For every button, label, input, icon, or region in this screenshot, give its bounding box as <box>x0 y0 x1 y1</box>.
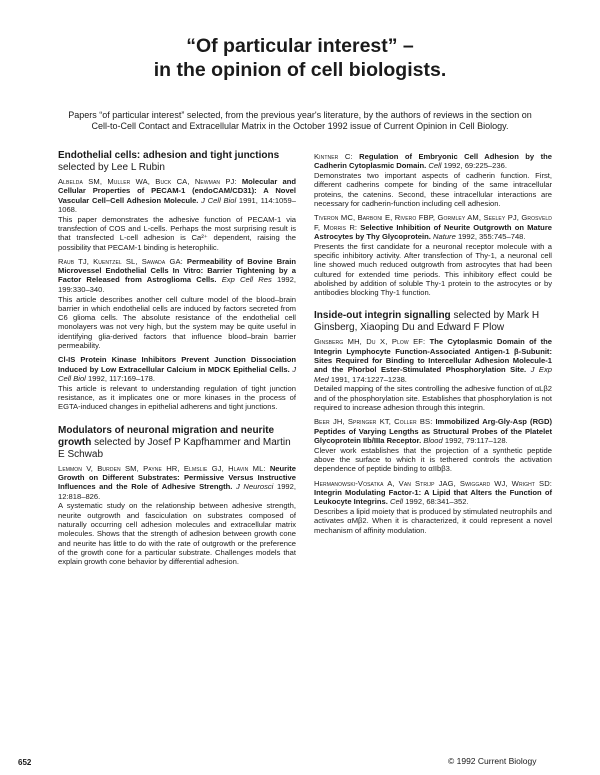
section-byline: selected by Josef P Kapfhammer and Martin E Schwab <box>58 436 291 460</box>
reference-title: Cl-IS Protein Kinase Inhibitors Prevent Junction Dissociation Induced by Low Extracellular Calcium in MDCK Epithelial Cells. <box>58 355 296 374</box>
reference-entry <box>314 152 552 208</box>
reference-title: Permeability of Bovine Brain Microvessel Endothelial Cells In Vitro: Barrier Tightening by a Factor Released from Astroglioma Cells. <box>58 256 296 285</box>
reference-authors: Tiveron MC, Barboni E, Rivero FBP, Gormley AM, Seeley PJ, Grosveld F, Morris R: <box>314 213 552 232</box>
reference-journal: J Cell Biol <box>58 364 296 383</box>
reference-authors: Albelda SM, Muller WA, Buck CA, Newman PJ: <box>58 177 237 186</box>
reference-authors: Hermanowski-Vosatka A, Van Strijp JAG, Swiggard WJ, Wright SD: <box>314 478 552 488</box>
reference-title: Neurite Growth on Different Substrates: Permissive Versus Instructive Influences and the Role of Adhesive Strength. <box>58 463 296 492</box>
reference-citation: 1992, 117:169–178. <box>87 373 155 383</box>
reference-journal: Cell <box>428 161 442 171</box>
section-neuronal-continued <box>314 152 552 297</box>
reference-title: Integrin Modulating Factor-1: A Lipid that Alters the Function of Leukocyte Integrins. <box>314 487 552 507</box>
section-title: Modulators of neuronal migration and neurite growth <box>58 424 275 448</box>
section-integrin-signalling <box>314 310 552 534</box>
reference-authors: Raub TJ, Kuentzel SL, Sawada GA: <box>58 256 183 266</box>
intro-paragraph: Papers “of particular interest” selected, from the previous year's literature, by the authors of reviews in the section on Cell-to-Cell Contact and Extracellular Matrix in the October 1992 issue of Current Opinion in Cell Biology. <box>68 110 532 131</box>
section-neuronal-migration <box>58 425 296 567</box>
reference-annotation: Clever work establishes that the projection of a synthetic peptide above the surface to which it is tethered controls the activation dependence of peptide binding to αIIbβ3. <box>314 445 552 474</box>
reference-journal: Nature <box>433 231 456 241</box>
reference-authors: Kintner C: <box>314 152 353 161</box>
reference-authors: Lemmon V, Burden SM, Payne HR, Elmslie GJ, Hlavin ML: <box>58 463 266 473</box>
reference-citation: 1992, 79:117–128. <box>444 435 508 445</box>
reference-authors: Beer JH, Springer KT, Coller BS: <box>314 417 433 427</box>
section-heading <box>58 425 296 461</box>
reference-annotation: Detailed mapping of the sites controlling the adhesive function of αLβ2 and of the phosphorylation site. Establishes that phosphorylation is not required to increase adhesion through this integrin. <box>314 384 552 413</box>
section-heading <box>58 150 296 174</box>
reference-title: Regulation of Embryonic Cell Adhesion by the Cadherin Cytoplasmic Domain. <box>314 152 552 171</box>
reference-citation: 1992, 12:818–826. <box>58 482 296 501</box>
page-number: 652 <box>18 758 32 767</box>
page-title-line-1: “Of particular interest” – <box>186 35 414 57</box>
reference-annotation: A systematic study on the relationship between adhesive strength, neurite outgrowth and fasciculation on substrates composed of naturally occurring cell adhesion molecules and extracellular matrix molecules. Shows that the strength of adhesion between growth cone and neurite has little to do with the rate of outgrowth or the preference of the growth cone for a particular substrate. Challenges models that explain growth cone behavior by differential adhesion. <box>58 501 296 567</box>
reference-citation: 1991, 174:1227–1238. <box>330 374 407 384</box>
reference-annotation: This article is relevant to understanding regulation of tight junction resistance, as it implicates one or more kinases in the process of EGTA-induced changes in epithelial adherens and tight junctions. <box>58 383 296 412</box>
reference-entry <box>58 177 296 252</box>
reference-citation: 1992, 68:341–352. <box>405 497 469 507</box>
copyright-notice: © 1992 Current Biology <box>448 756 537 766</box>
reference-entry <box>314 213 552 297</box>
reference-entry <box>314 337 552 412</box>
reference-title: Immobilized Arg-Gly-Asp (RGD) Peptides of Varying Lengths as Structural Probes of the Platelet Glycoprotein IIb/IIIa Receptor. <box>314 417 552 445</box>
section-byline: selected by Mark H Ginsberg, Xiaoping Du and Edward F Plow <box>314 310 540 334</box>
section-endothelial-cells <box>58 150 296 412</box>
reference-title: The Cytoplasmic Domain of the Integrin Lymphocyte Function-Associated Antigen-1 β-Subunit: Sites Required for Binding to Intercellular Adhesion Molecule-1 and the Phorbol Ester-Stimulated Phosphorylation Site. <box>314 337 552 375</box>
reference-entry <box>314 417 552 473</box>
reference-title: Molecular and Cellular Properties of PECAM-1 (endoCAM/CD31): A Novel Vascular Cell–Cell Adhesion Molecule. <box>58 177 296 205</box>
reference-annotation: This article describes another cell culture model of the blood–brain barrier in which endothelial cells are induced by factors secreted from C6 glioma cells. The absolute resistance of the endothelial cell monolayers was not very high, but the system may be quite useful in identifying glia-derived factors that influence blood–brain barrier permeability. <box>58 294 296 351</box>
reference-annotation: Presents the first candidate for a neuronal receptor molecule with a specific inhibitory activity. After transfection of Thy-1, a neuronal cell line showed much reduced outgrowth from astrocytes that had been cultured for extended time periods. This inhibitory effect could be abolished by addition of soluble Thy-1 protein to the astrocytes or by antibodies blocking Thy-1 function. <box>314 241 552 298</box>
reference-journal: Blood <box>423 435 443 445</box>
reference-citation: 1992, 199:330–340. <box>58 275 296 294</box>
section-title: Inside-out integrin signalling <box>314 310 451 322</box>
reference-entry <box>58 257 296 350</box>
section-title: Endothelial cells: adhesion and tight junctions <box>58 150 280 161</box>
reference-citation: 1992, 69:225–236. <box>443 161 507 171</box>
reference-citation: 1991, 114:1059–1068. <box>58 195 296 214</box>
reference-journal: J Exp Med <box>314 365 552 384</box>
reference-entry <box>314 479 552 535</box>
reference-title: Selective Inhibition of Neurite Outgrowth on Mature Astrocytes by Thy Glycoprotein. <box>314 222 552 241</box>
reference-annotation: This paper demonstrates the adhesive function of PECAM-1 via transfection of COS and L-cells. Perhaps the most surprising result is that transfected L-cell adhesion is Ca²⁺ dependent, raising the possibility that PECAM-1 binding is heterophilic. <box>58 214 296 252</box>
right-column <box>314 152 552 548</box>
reference-annotation: Demonstrates two important aspects of cadherin function. First, different cadherins compete for binding of the same intracellular proteins, the catenins. Second, these intracellular interactions are necessary for cadherin-function including cell adhesion. <box>314 171 552 208</box>
reference-citation: 1992, 355:745–748. <box>457 231 526 241</box>
reference-journal: J Neurosci <box>236 482 274 492</box>
reference-entry <box>58 464 296 567</box>
reference-journal: Cell <box>389 497 404 507</box>
reference-journal: Exp Cell Res <box>221 275 272 285</box>
section-byline: selected by Lee L Rubin <box>58 162 165 173</box>
reference-entry <box>58 355 296 411</box>
section-heading <box>314 310 552 334</box>
page-title <box>0 34 600 82</box>
reference-authors: Ginsberg MH, Du X, Plow EF: <box>314 337 426 347</box>
left-column <box>58 150 296 579</box>
reference-journal: J Cell Biol <box>201 195 237 205</box>
page-title-line-2: in the opinion of cell biologists. <box>153 59 447 81</box>
reference-annotation: Describes a lipid moiety that is produced by stimulated neutrophils and activates αMβ2. When it is characterized, it could represent a novel mechanism of affinity modulation. <box>314 507 552 535</box>
